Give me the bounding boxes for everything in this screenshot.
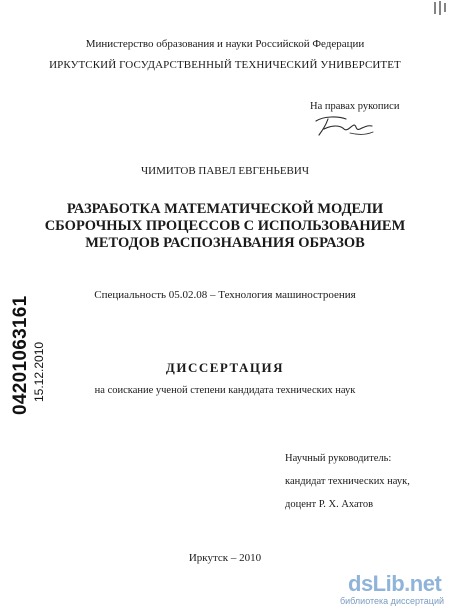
author-name: ЧИМИТОВ ПАВЕЛ ЕВГЕНЬЕВИЧ	[141, 165, 309, 177]
watermark[interactable]	[340, 571, 448, 606]
title-line: МЕТОДОВ РАСПОЗНАВАНИЯ ОБРАЗОВ	[85, 235, 365, 251]
rights-note: На правах рукописи	[310, 101, 400, 112]
advisor-block	[285, 447, 410, 516]
ministry-line: Министерство образования и науки Российской Федерации	[85, 38, 365, 50]
university-line: ИРКУТСКИЙ ГОСУДАРСТВЕННЫЙ ТЕХНИЧЕСКИЙ УНИВЕРСИТЕТ	[49, 59, 401, 71]
advisor-degree: кандидат технических наук,	[285, 476, 410, 487]
advisor-name: доцент Р. Х. Ахатов	[285, 499, 374, 510]
stamp-number: 04201063161	[10, 295, 31, 415]
specialty-line: Специальность 05.02.08 – Технология машиностроения	[94, 289, 356, 301]
title-line: РАЗРАБОТКА МАТЕМАТИЧЕСКОЙ МОДЕЛИ	[66, 201, 384, 217]
stamp-date: 15.12.2010	[32, 341, 46, 402]
advisor-label: Научный руководитель:	[285, 453, 392, 464]
watermark-logo: dsLib.net	[348, 571, 442, 596]
degree-line: на соискание ученой степени кандидата технических наук	[94, 385, 356, 396]
place-year: Иркутск – 2010	[188, 552, 262, 564]
work-type: ДИССЕРТАЦИЯ	[165, 360, 285, 375]
title-line: СБОРОЧНЫХ ПРОЦЕССОВ С ИСПОЛЬЗОВАНИЕМ	[44, 218, 406, 234]
watermark-tagline: библиотека диссертаций	[340, 596, 445, 606]
corner-mark-icon	[432, 0, 448, 16]
signature-icon	[310, 113, 376, 139]
dissertation-title	[0, 201, 450, 252]
